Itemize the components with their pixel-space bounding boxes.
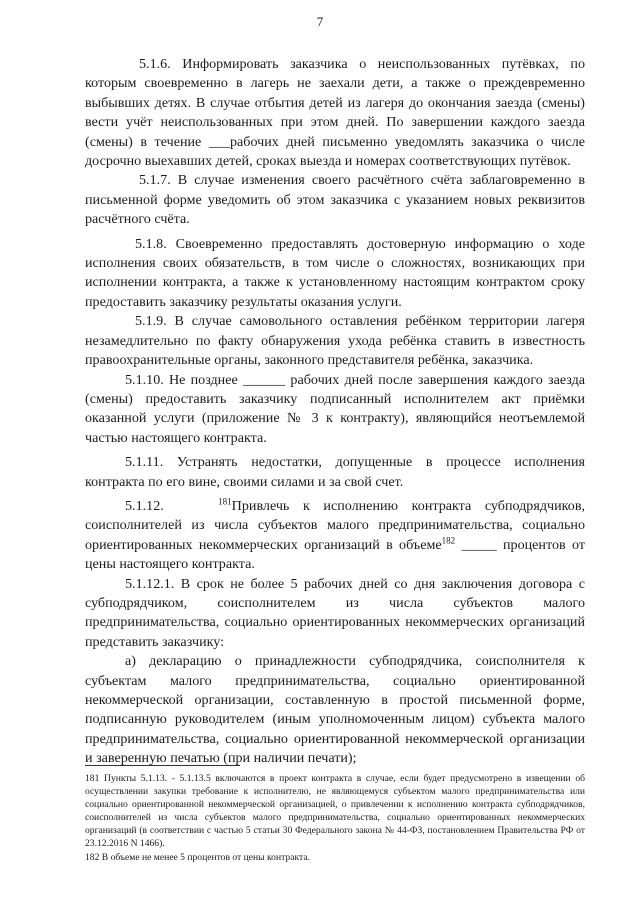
footnotes [85,772,585,864]
clause-5-1-8: 5.1.8. Своевременно предоставлять достоверную информацию о ходе исполнения своих обязательств, в том числе о сложностях, возникающих при исполнении контракта, а также к установленному настоящим контрактом сроку предоставить заказчику результаты оказания услуги. [85,235,585,310]
clause-5-1-12-text-b: _____ процентов от цены настоящего контракта. [85,536,585,573]
footnote-ref-181[interactable]: 181 [218,496,232,507]
clause-5-1-9: 5.1.9. В случае самовольного оставления ребёнком территории лагеря незамедлительно по факту обнаружения ухода ребёнка ставить в известность правоохранительные органы, законного представителя ребёнка, заказчика. [85,313,585,369]
clause-5-1-12-1: 5.1.12.1. В срок не более 5 рабочих дней со дня заключения договора с субподрядчиком, соисполнителем из числа субъектов малого предпринимательства, социально ориентированных некоммерческих организаций представить заказчику: [85,575,585,650]
clause-5-1-12-text-a: Привлечь к исполнению контракта субподрядчиков, соисполнителей из числа субъектов малого предпринимательства, социально ориентированных некоммерческих организаций в объеме [85,497,585,553]
clause-5-1-11: 5.1.11. Устранять недостатки, допущенные в процессе исполнения контракта по его вине, своими силами и за свой счет. [85,454,585,490]
page-number: 7 [316,14,324,29]
clause-5-1-7: 5.1.7. В случае изменения своего расчётного счёта заблаговременно в письменной форме уведомить об этом заказчика с указанием новых реквизитов расчётного счёта. [85,172,585,228]
footnote-182: 182 В объеме не менее 5 процентов от цены контракта. [85,851,310,863]
clause-5-1-6: 5.1.6. Информировать заказчика о неиспользованных путёвках, по которым своевременно в лагерь не заехали дети, а также о преждевременно выбывших детях. В случае отбытия детей из лагеря до окончания заезда (смены) вести учёт неиспользованных при этом дней. По завершении каждого заезда (смены) в течение ___рабочих дней письменно уведомлять заказчика о числе досрочно выехавших детей, сроках выезда и номерах соответствующих путёвок. [85,56,585,170]
footnote-divider [85,765,240,766]
clause-item-a: а) декларацию о принадлежности субподрядчика, соисполнителя к субъектам малого предпринимательства, социально ориентированной некоммерческой организации, составленную в простой письменной форме, подписанную руководителем (иным уполномоченным лицом) субъекта малого предпринимательства, социально ориентированной некоммерческой организации и заверенную печатью (при наличии печати); [85,653,585,767]
document-body [85,55,585,769]
footnote-ref-182[interactable]: 182 [441,535,456,546]
clause-5-1-10: 5.1.10. Не позднее ______ рабочих дней после завершения каждого заезда (смены) предоставить заказчику подписанный исполнителем акт приёмки оказанной услуги (приложение № 3 к контракту), являющийся неотъемлемой частью настоящего контракта. [85,371,585,446]
clause-5-1-12-number: 5.1.12. [125,497,164,514]
clause-5-1-12 [85,497,585,575]
footnote-181: 181 Пункты 5.1.13. - 5.1.13.5 включаются в проект контракта в случае, если будет предусмотрено в извещении об осуществлении закупки требование к исполнителю, не являющемуся субъектом малого предпринимательства или социально ориентированной некоммерческой организацией, о привлечении к исполнению контракта субподрядчиков, соисполнителей из числа субъектов малого предпринимательства, социально ориентированных некоммерческих организаций (в соответствии с частью 5 статьи 30 Федерального закона № 44-ФЗ, постановлением Правительства РФ от 23.12.2016 N 1466). [85,773,585,850]
